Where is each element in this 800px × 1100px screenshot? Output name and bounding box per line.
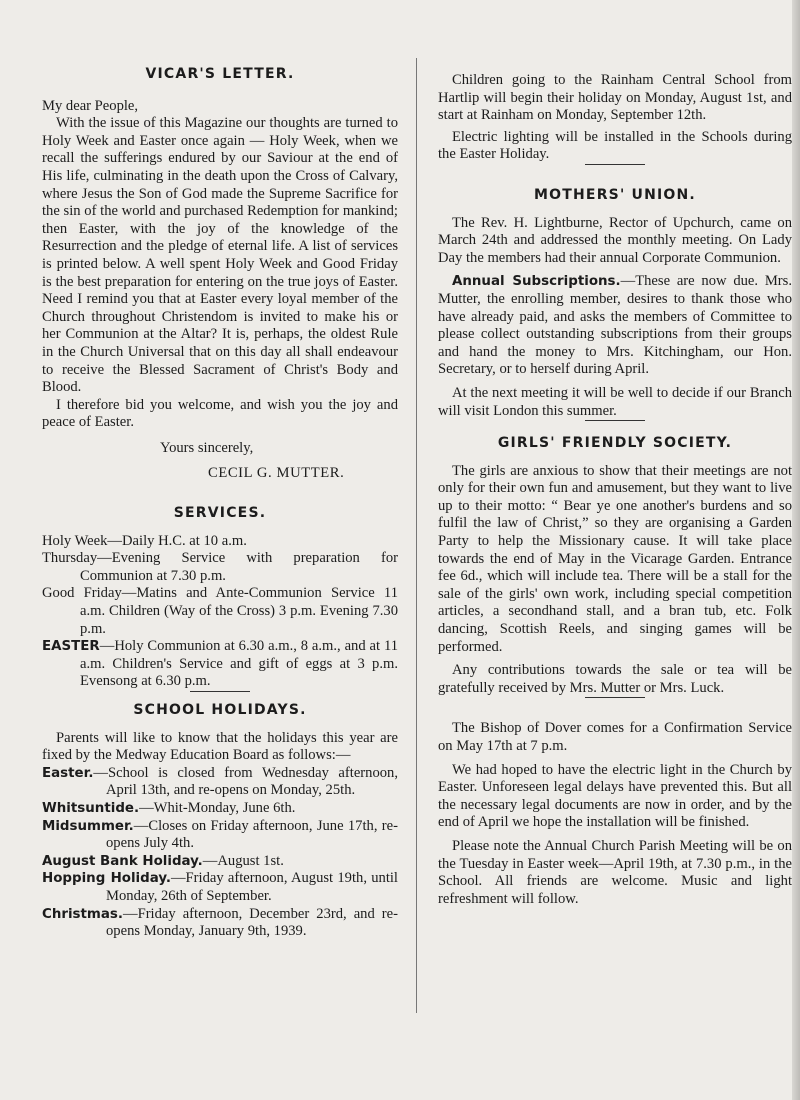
parish-meeting-notice: Please note the Annual Church Parish Meeting will be on the Tuesday in Easter week—April 19th, at 7.30 p.m., in the School. All friends are welcome. Music and light refreshment will follow. (438, 837, 792, 907)
service-item: EASTER—Holy Communion at 6.30 a.m., 8 a.m., and at 11 a.m. Children's Service and gift of eggs at 3 p.m. Evensong at 6.30 p.m. (42, 638, 398, 690)
vicars-letter-closing: Yours sincerely, (160, 439, 254, 456)
mothers-union-heading: MOTHERS' UNION. (534, 186, 696, 203)
service-item: Good Friday—Matins and Ante-Communion Service 11 a.m. Children (Way of the Cross) 3 p.m. Evening 7.30 p.m. (42, 585, 398, 637)
column-divider (416, 58, 417, 1013)
section-divider (585, 420, 645, 421)
vicars-letter-signature: CECIL G. MUTTER. (208, 465, 345, 482)
service-item: Thursday—Evening Service with preparation for Communion at 7.30 p.m. (42, 550, 398, 584)
page-edge-shadow (792, 0, 800, 1100)
subscriptions-label: Annual Subscriptions. (452, 274, 621, 290)
holiday-item: Christmas.—Friday afternoon, December 23rd, and re-opens Monday, January 9th, 1939. (42, 905, 398, 940)
section-divider (585, 164, 645, 165)
school-holidays-list (42, 765, 398, 941)
mothers-union-subscriptions: Annual Subscriptions.—These are now due. Mrs. Mutter, the enrolling member, desires to thank those who have already paid, and asks the members of Committee to please collect outstanding subscriptions from their groups and hand the money to Mrs. Kitchingham, our Hon. Secretary, or to herself during April. (438, 273, 792, 378)
section-divider (190, 691, 250, 692)
right-column (438, 72, 792, 908)
vicars-letter-salutation: My dear People, (42, 97, 139, 114)
girls-friendly-paragraph: The girls are anxious to show that their meetings are not only for their own fun and amusement, but they want to live up to their motto: “ Bear ye one another's burdens and so fulfil the law of Christ,” so they are organising a Garden Party to help the Missionary cause. It will take place towards the end of May in the Vicarage Garden. Entrance fee 6d., which will include tea. There will be a stall for the sale of the girls' own work, including special competition articles, a secondhand stall, and a bran tub, etc. Folk dancing, Scottish Reels, and singing games will be performed. (438, 462, 792, 655)
service-label: EASTER (42, 639, 100, 655)
left-column (42, 66, 398, 941)
vicars-letter-heading: VICAR'S LETTER. (145, 66, 295, 82)
services-list (42, 533, 398, 691)
holiday-item: Whitsuntide.—Whit-Monday, June 6th. (42, 799, 296, 816)
school-holidays-heading: SCHOOL HOLIDAYS. (133, 702, 307, 718)
section-divider (585, 697, 645, 698)
electric-lighting-notice: Electric lighting will be installed in the Schools during the Easter Holiday. (438, 128, 792, 163)
girls-friendly-paragraph: Any contributions towards the sale or tea will be gratefully received by Mrs. Mutter or Mrs. Luck. (438, 662, 792, 696)
holiday-item: Hopping Holiday.—Friday afternoon, August 19th, until Monday, 26th of September. (42, 870, 398, 904)
vicars-letter-paragraph: I therefore bid you welcome, and wish you the joy and peace of Easter. (42, 396, 398, 431)
service-item: Holy Week—Daily H.C. at 10 a.m. (42, 532, 247, 549)
mothers-union-paragraph: The Rev. H. Lightburne, Rector of Upchurch, came on March 24th and addressed the monthly meeting. On Lady Day the members had their annual Corporate Communion. (438, 214, 792, 266)
vicars-letter-paragraph: With the issue of this Magazine our thoughts are turned to Holy Week and Easter once again — Holy Week, when we recall the sufferings endured by our Saviour at the end of His life, culminating in the death upon the Cross of Calvary, where Jesus the Son of God made the Supreme Sacrifice for the sin of the world and purchased Redemption for mankind; then Easter, with the joy of the knowledge of the Resurrection and the pledge of eternal life. A list of services is printed below. A well spent Holy Week and Good Friday is the best preparation for entering on the true joys of Easter. Need I remind you that at Easter every loyal member of the Church throughout Christendom is invited to make his or her Communion at the Altar? It is, perhaps, the oldest Rule in the Church Universal that on this day all shall endeavour to receive the Blessed Sacrament of Christ's Body and Blood. (42, 115, 398, 396)
electric-light-church-notice: We had hoped to have the electric light in the Church by Easter. Unforeseen legal delays have prevented this. But all the necessary legal documents are now in order, and by the end of April we hope the installation will be finished. (438, 761, 792, 831)
school-holidays-intro: Parents will like to know that the holidays this year are fixed by the Medway Education Board as follows:— (42, 729, 398, 764)
holiday-item: August Bank Holiday.—August 1st. (42, 852, 284, 869)
holiday-item: Easter.—School is closed from Wednesday afternoon, April 13th, and re-opens on Monday, 25th. (42, 764, 398, 799)
services-heading: SERVICES. (173, 505, 267, 522)
rainham-notice: Children going to the Rainham Central School from Hartlip will begin their holiday on Monday, August 1st, and start at Rainham on Monday, September 12th. (438, 72, 792, 124)
mothers-union-paragraph: At the next meeting it will be well to decide if our Branch will visit London this summer. (438, 384, 792, 419)
confirmation-notice: The Bishop of Dover comes for a Confirmation Service on May 17th at 7 p.m. (438, 720, 792, 754)
holiday-item: Midsummer.—Closes on Friday afternoon, June 17th, re-opens July 4th. (42, 817, 398, 852)
girls-friendly-heading: GIRLS' FRIENDLY SOCIETY. (497, 435, 733, 452)
